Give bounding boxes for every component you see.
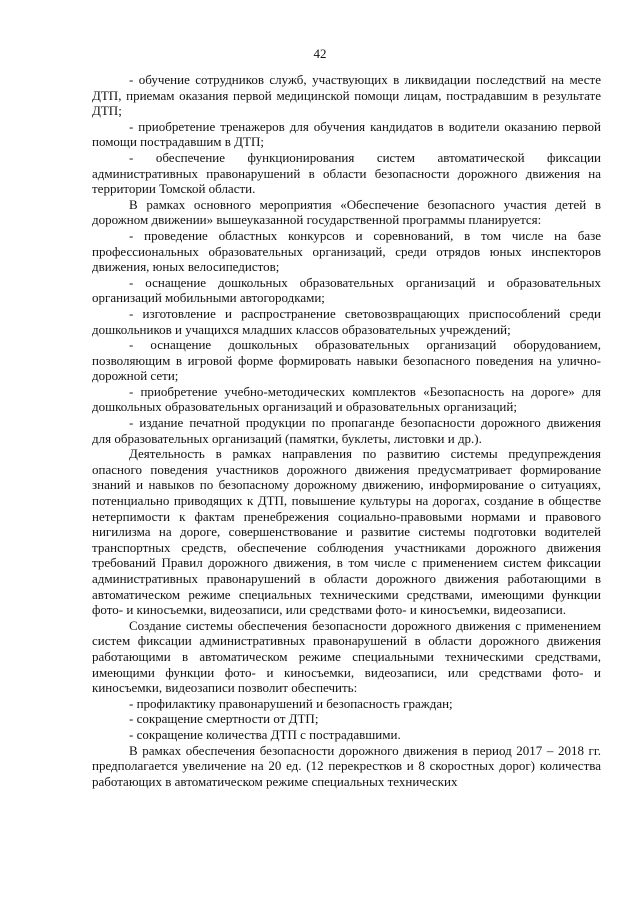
document-body — [92, 72, 601, 789]
list-item-simulators: - приобретение тренажеров для обучения кандидатов в водители оказанию первой помощи пострадавшим в ДТП; — [92, 118, 601, 150]
list-item-competitions: - проведение областных конкурсов и соревнований, в том числе на базе профессиональных образовательных организаций, среди отрядов юных инспекторов движения, юных велосипедистов; — [92, 227, 601, 275]
list-item-teaching-kits: - приобретение учебно-методических комплектов «Безопасность на дороге» для дошкольных образовательных организаций и образовательных организаций; — [92, 383, 601, 415]
paragraph-system-creation: Создание системы обеспечения безопасности дорожного движения с применением систем фиксации административных правонарушений в области дорожного движения работающими в автоматическом режиме специальными техническими средствами, имеющими функции фото- и киносъемки, видеозаписи, или средствами фото- и киносъемки, видеозаписи позволит обеспечить: — [92, 617, 601, 696]
list-item-printed-materials: - издание печатной продукции по пропаганде безопасности дорожного движения для образовательных организаций (памятки, буклеты, листовки и др.). — [92, 415, 601, 446]
page-number: 42 — [313, 46, 327, 61]
list-item-training-services: - обучение сотрудников служб, участвующих в ликвидации последствий на месте ДТП, приемам оказания первой медицинской помощи лицам, пострадавшим в результате ДТП; — [92, 72, 601, 119]
paragraph-period-2017-2018: В рамках обеспечения безопасности дорожного движения в период 2017 – 2018 гг. предполагается увеличение на 20 ед. (12 перекрестков и 8 скоростных дорог) количества работающих в автоматическом режиме специальных технических — [92, 742, 601, 789]
list-item-equipment: - оснащение дошкольных образовательных организаций оборудованием, позволяющим в игровой форме формировать навыки безопасного поведения на улично-дорожной сети; — [92, 337, 601, 384]
list-item-mortality: - сокращение смертности от ДТП; — [129, 711, 319, 727]
list-item-reflectors: - изготовление и распространение световозвращающих приспособлений среди дошкольников и учащихся младших классов образовательных учреждений; — [92, 305, 601, 337]
list-item-autotowns: - оснащение дошкольных образовательных организаций и образовательных организаций мобильными автогородками; — [92, 274, 601, 306]
list-item-automatic-fixation: - обеспечение функционирования систем автоматической фиксации административных правонарушений в области безопасности дорожного движения на территории Томской области. — [92, 149, 601, 197]
paragraph-prevention-activity: Деятельность в рамках направления по развитию системы предупреждения опасного поведения участников дорожного движения предусматривает формирование знаний и навыков по безопасному дорожному движению, информирование о ситуациях, потенциально приводящих к ДТП, повышение культуры на дорогах, создание в обществе нетерпимости к фактам пренебрежения социально-правовыми нормами и правового нигилизма на дороге, совершенствование и развитие системы подготовки водителей транспортных средств, обеспечение соблюдения участниками дорожного движения требований Правил дорожного движения, в том числе с применением систем фиксации административных правонарушений в области дорожного движения работающими в автоматическом режиме специальных техническими средствами, имеющими функции фото- и киносъемки, видеозаписи, или средствами фото- и киносъемки, видеозаписи. — [92, 446, 601, 618]
paragraph-children-safety-intro: В рамках основного мероприятия «Обеспечение безопасного участия детей в дорожном движении» вышеуказанной государственной программы планируется: — [92, 196, 601, 228]
list-item-prevention: - профилактику правонарушений и безопасность граждан; — [129, 695, 453, 711]
list-item-accidents: - сокращение количества ДТП с пострадавшими. — [129, 726, 401, 742]
